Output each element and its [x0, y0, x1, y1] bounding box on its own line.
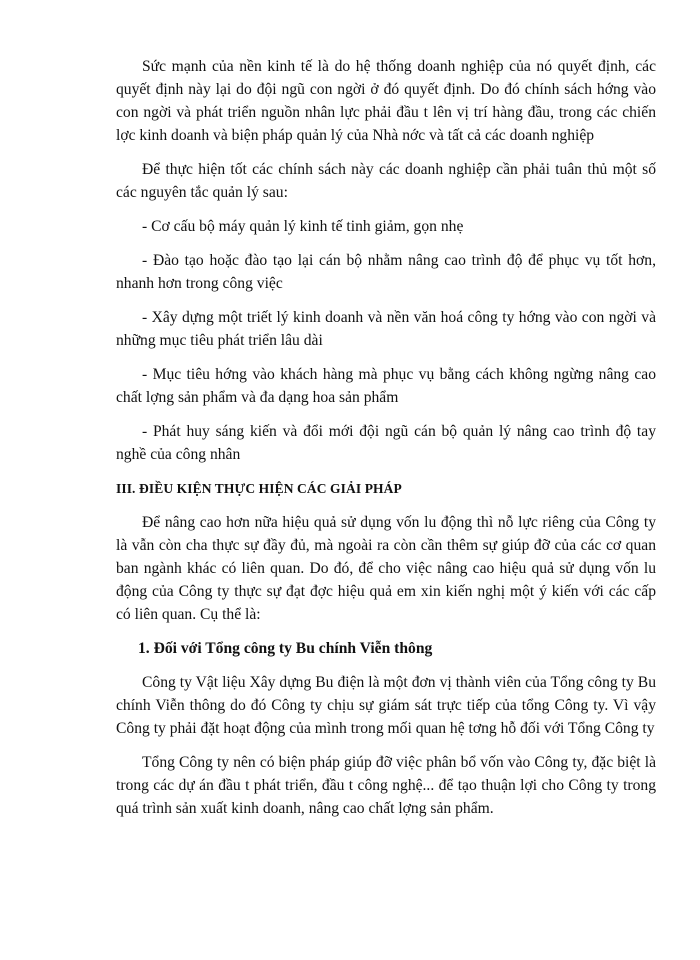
- list-item-customer: - Mục tiêu hớng vào khách hàng mà phục vụ bằng cách không ngừng nâng cao chất lợng sản phẩm và đa dạng hoa sản phẩm: [116, 366, 656, 406]
- subsection-heading: 1. Đối với Tổng công ty Bu chính Viễn thông: [138, 640, 433, 657]
- list-item-philosophy: - Xây dựng một triết lý kinh doanh và nền văn hoá công ty hớng vào con ngời và những mục tiêu phát triển lâu dài: [116, 309, 656, 349]
- section-paragraph: Để nâng cao hơn nữa hiệu quả sử dụng vốn lu động thì nỗ lực riêng của Công ty là vẫn còn cha thực sự đầy đủ, mà ngoài ra còn cần thêm sự giúp đỡ của các cơ quan ban ngành khác có liên quan. Do đó, để cho việc nâng cao hiệu quả sử dụng vốn lu động của Công ty thực sự đạt đợc hiệu quả em xin kiến nghị một ý kiến với các cấp có liên quan. Cụ thể là:: [116, 514, 656, 623]
- section-heading: III. ĐIỀU KIỆN THỰC HIỆN CÁC GIẢI PHÁP: [116, 481, 402, 496]
- paragraph-principles-intro: Để thực hiện tốt các chính sách này các doanh nghiệp cần phải tuân thủ một số các nguyên tắc quản lý sau:: [116, 161, 656, 201]
- list-item-training: - Đào tạo hoặc đào tạo lại cán bộ nhằm nâng cao trình độ để phục vụ tốt hơn, nhanh hơn trong công việc: [116, 252, 656, 292]
- subsection-paragraph-2: Tổng Công ty nên có biện pháp giúp đỡ việc phân bổ vốn vào Công ty, đặc biệt là trong các dự án đầu t phát triển, đầu t công nghệ... để tạo thuận lợi cho Công ty trong quá trình sản xuất kinh doanh, nâng cao chất lợng sản phẩm.: [116, 754, 656, 817]
- list-item-structure: - Cơ cấu bộ máy quản lý kinh tế tinh giảm, gọn nhẹ: [142, 218, 464, 235]
- paragraph-intro: Sức mạnh của nền kinh tế là do hệ thống doanh nghiệp của nó quyết định, các quyết định này lại do đội ngũ con ngời ở đó quyết định. Do đó chính sách hớng vào con ngời và phát triển nguồn nhân lực phải đầu t lên vị trí hàng đầu, trong các chiến lợc kinh doanh và biện pháp quản lý của Nhà nớc và tất cả các doanh nghiệp: [116, 58, 656, 144]
- list-item-innovation: - Phát huy sáng kiến và đổi mới đội ngũ cán bộ quản lý nâng cao trình độ tay nghề của công nhân: [116, 423, 656, 463]
- subsection-paragraph-1: Công ty Vật liệu Xây dựng Bu điện là một đơn vị thành viên của Tổng công ty Bu chính Viễn thông do đó Công ty chịu sự giám sát trực tiếp của tổng Công ty. Vì vậy Công ty phải đặt hoạt động của mình trong mối quan hệ tơng hỗ đối với Tổng Công ty: [116, 674, 656, 737]
- document-page: [116, 55, 656, 831]
